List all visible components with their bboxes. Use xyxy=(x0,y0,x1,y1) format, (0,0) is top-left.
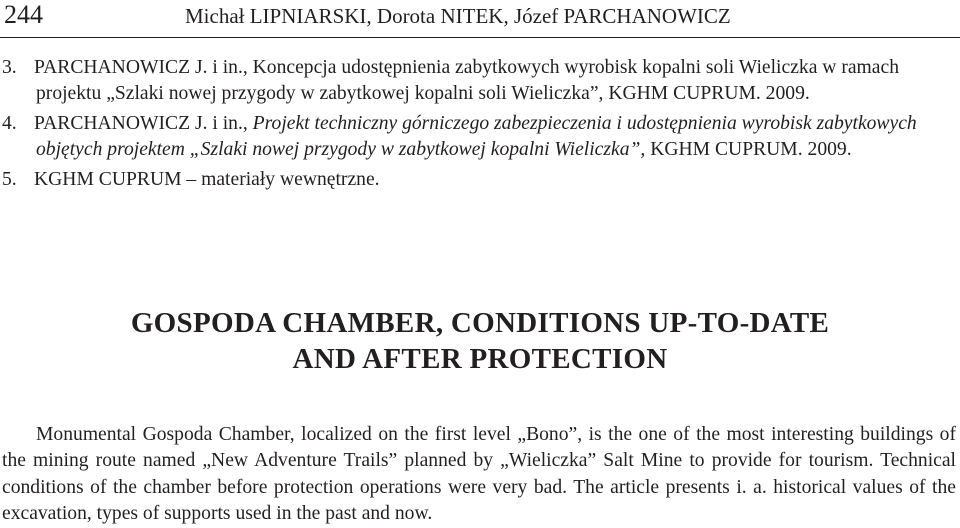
reference-number: 5. xyxy=(2,169,17,190)
section-title xyxy=(0,305,960,377)
reference-item-3 xyxy=(2,55,956,107)
reference-number: 3. xyxy=(2,57,17,78)
page-number: 244 xyxy=(4,0,43,29)
running-header xyxy=(0,0,960,36)
reference-list xyxy=(2,55,956,197)
reference-text: KGHM CUPRUM – materiały wewnętrzne. xyxy=(34,169,380,190)
reference-title: Koncepcja udostępnienia zabytkowych wyrobisk kopalni soli Wieliczka w ramach projektu „Szlaki nowej przygody w zabytkowej kopalni soli Wieliczka”, xyxy=(36,57,899,104)
header-rule xyxy=(0,37,960,38)
reference-source: KGHM CUPRUM. 2009. xyxy=(608,83,810,104)
reference-source: KGHM CUPRUM. 2009. xyxy=(650,139,852,160)
reference-number: 4. xyxy=(2,113,17,134)
reference-authors: PARCHANOWICZ J. i in., xyxy=(34,57,248,78)
reference-authors: PARCHANOWICZ J. i in., xyxy=(34,113,248,134)
section-title-line-1: GOSPODA CHAMBER, CONDITIONS UP-TO-DATE xyxy=(130,307,830,339)
section-title-line-2: AND AFTER PROTECTION xyxy=(292,343,668,375)
reference-item-5 xyxy=(2,167,956,193)
running-head-authors: Michał LIPNIARSKI, Dorota NITEK, Józef PARCHANOWICZ xyxy=(185,4,731,28)
reference-item-4 xyxy=(2,111,956,163)
reference-title: Projekt techniczny górniczego zabezpieczenia i udostępnienia wyrobisk zabytkowych objętych projektem „Szlaki nowej przygody w zabytkowej kopalni Wieliczka”, xyxy=(36,113,917,160)
abstract-paragraph: Monumental Gospoda Chamber, localized on the first level „Bono”, is the one of the most interesting buildings of the mining route named „New Adventure Trails” planned by „Wieliczka” Salt Mine to provide for tourism. Technical conditions of the chamber before protection operations were very bad. The article presents i. a. historical values of the excavation, types of supports used in the past and now. xyxy=(2,423,956,525)
